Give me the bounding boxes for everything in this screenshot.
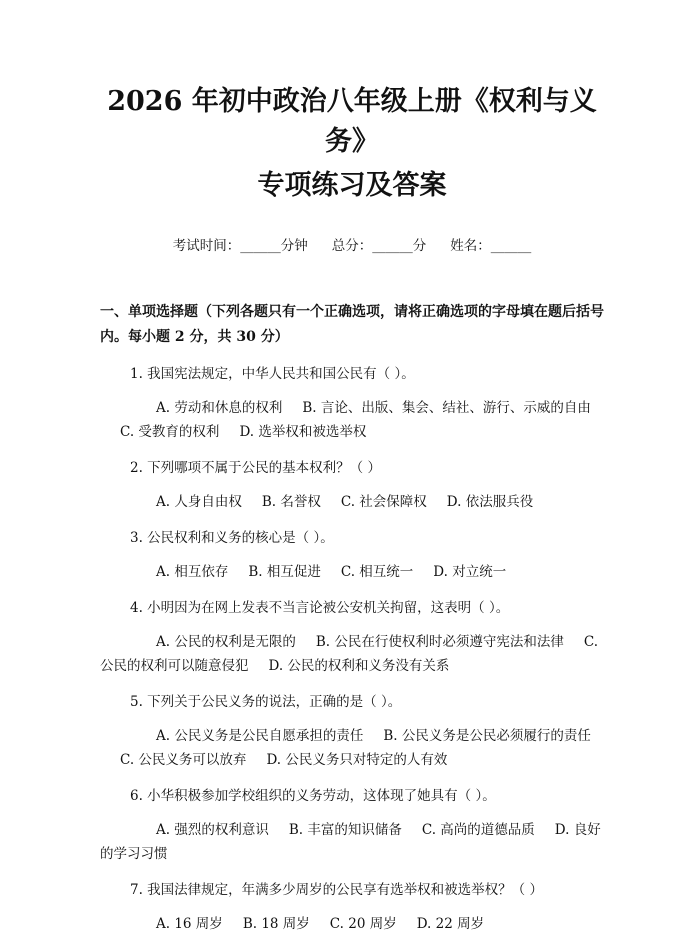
option-a: A. 公民的权利是无限的 bbox=[156, 634, 296, 650]
question-options bbox=[100, 560, 604, 584]
question-item bbox=[100, 784, 604, 866]
option-a: A. 16 周岁 bbox=[156, 916, 223, 932]
question-stem: 1. 我国宪法规定，中华人民共和国公民有（ ）。 bbox=[130, 366, 415, 382]
option-b: B. 18 周岁 bbox=[242, 916, 310, 932]
option-a: A. 公民义务是公民自愿承担的责任 bbox=[156, 728, 364, 744]
section-heading: 一、单项选择题（下列各题只有一个正确选项，请将正确选项的字母填在题后括号内。每小题 2 分，共 30 分） bbox=[100, 304, 604, 345]
question-item bbox=[100, 596, 604, 678]
option-d: D. 选举权和被选举权 bbox=[239, 424, 367, 440]
option-a: A. 强烈的权利意识 bbox=[156, 822, 269, 838]
option-c: C. 高尚的道德品质 bbox=[421, 822, 535, 838]
question-item bbox=[100, 456, 604, 514]
option-a: A. 相互依存 bbox=[156, 564, 229, 580]
option-b: B. 言论、出版、集会、结社、游行、示威的自由 bbox=[302, 400, 591, 416]
question-options bbox=[100, 818, 604, 866]
question-options bbox=[100, 630, 604, 678]
question-stem: 6. 小华积极参加学校组织的义务劳动，这体现了她具有（ ）。 bbox=[130, 788, 496, 804]
document-title-line2: 专项练习及答案 bbox=[257, 170, 447, 201]
exam-time-field: 考试时间：______分钟 bbox=[172, 238, 308, 254]
option-a: A. 人身自由权 bbox=[156, 494, 242, 510]
question-item bbox=[100, 878, 604, 936]
question-item bbox=[100, 362, 604, 444]
option-d: D. 22 周岁 bbox=[416, 916, 485, 932]
question-stem: 3. 公民权利和义务的核心是（ ）。 bbox=[130, 530, 334, 546]
option-b: B. 名誉权 bbox=[261, 494, 321, 510]
question-stem: 7. 我国法律规定，年满多少周岁的公民享有选举权和被选举权？（ ） bbox=[130, 882, 543, 898]
question-stem: 4. 小明因为在网上发表不当言论被公安机关拘留，这表明（ ）。 bbox=[130, 600, 510, 616]
student-name-field: 姓名：______ bbox=[450, 238, 532, 254]
question-options bbox=[100, 912, 604, 936]
option-c: C. 20 周岁 bbox=[329, 916, 397, 932]
question-item bbox=[100, 526, 604, 584]
option-c: C. 受教育的权利 bbox=[120, 424, 220, 440]
question-stem: 5. 下列关于公民义务的说法，正确的是（ ）。 bbox=[130, 694, 402, 710]
document-title-line1: 2026 年初中政治八年级上册《权利与义务》 bbox=[107, 86, 597, 157]
option-c: C. 社会保障权 bbox=[340, 494, 427, 510]
question-stem: 2. 下列哪项不属于公民的基本权利？（ ） bbox=[130, 460, 381, 476]
option-d: D. 依法服兵役 bbox=[446, 494, 534, 510]
option-b: B. 丰富的知识储备 bbox=[288, 822, 402, 838]
option-d: D. 对立统一 bbox=[433, 564, 507, 580]
question-options bbox=[100, 724, 604, 772]
exam-meta bbox=[100, 234, 604, 254]
question-options bbox=[100, 396, 604, 444]
option-a: A. 劳动和休息的权利 bbox=[156, 400, 283, 416]
option-c: C. 公民义务可以放弃 bbox=[120, 752, 247, 768]
total-score-field: 总分：______分 bbox=[331, 238, 427, 254]
question-item bbox=[100, 690, 604, 772]
option-b: B. 公民在行使权利时必须遵守宪法和法律 bbox=[315, 634, 564, 650]
option-d: D. 良好的学习习惯 bbox=[100, 822, 601, 862]
option-c: C. 相互统一 bbox=[340, 564, 414, 580]
option-d: D. 公民义务只对特定的人有效 bbox=[266, 752, 448, 768]
option-c: C. 公民的权利可以随意侵犯 bbox=[100, 634, 598, 674]
option-d: D. 公民的权利和义务没有关系 bbox=[268, 658, 450, 674]
question-options bbox=[100, 490, 604, 514]
question-list bbox=[100, 362, 604, 936]
option-b: B. 公民义务是公民必须履行的责任 bbox=[383, 728, 591, 744]
option-b: B. 相互促进 bbox=[248, 564, 321, 580]
